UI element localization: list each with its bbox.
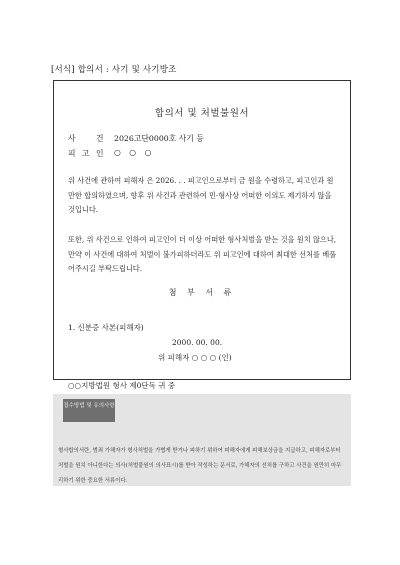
- case-value: 2026고단0000호 사기 등: [114, 134, 204, 143]
- notes-text: 형사합의서란, 범죄 가해자가 형사처벌을 가볍게 받거나 피하기 위하여 피해자에게 피해보상금을 지급하고, 피해자로부터 처벌을 원치 아니한다는 의사(처벌불원의 의사표시)를 받아 작성하는 문서로, 가해자의 선처를 구하고 사건을 원만히 마무리하기 위한 중요한 서류이다.: [58, 448, 342, 484]
- document-title: 합의서 및 처벌불원서: [154, 108, 250, 119]
- notes-box: [53, 394, 351, 486]
- leniency-paragraph: 또한, 위 사건으로 인하여 피고인이 더 이상 어떠한 형사처벌을 받는 것을 원치 않으나, 만약 이 사건에 대하여 처벌이 불가피하더라도 위 피고인에 대하여 최대한 선처를 베풀어주시길 부탁드립니다.: [68, 235, 337, 273]
- document-date: 2000. 00. 00.: [172, 338, 223, 347]
- notes-tag: 접수방법 및 유의사항: [63, 399, 115, 422]
- form-label: [서식] 합의서 : 사기 및 사기방조: [51, 65, 177, 75]
- defendant-label: 피 고 인: [68, 149, 106, 158]
- agreement-document: [53, 80, 351, 390]
- attachment-item: 1. 신분증 사본(피해자): [68, 323, 144, 332]
- signer-line: 위 피해자 ○ ○ ○ (인): [158, 353, 232, 362]
- settlement-paragraph: 위 사건에 관하여 피해자 은 2026. . . 피고인으로부터 금 원을 수령하고, 피고인과 원만한 합의하였으며, 향후 위 사건과 관련하여 민·형사상 어떠한 이의도 제기하지 않을 것입니다.: [68, 176, 334, 214]
- case-label: 사 건: [68, 134, 113, 143]
- court-addressee: ○○지방법원 형사 제0단독 귀 중: [68, 381, 176, 390]
- defendant-value: ○ ○ ○: [114, 148, 155, 157]
- attachments-title: 첨 부 서 류: [168, 288, 236, 297]
